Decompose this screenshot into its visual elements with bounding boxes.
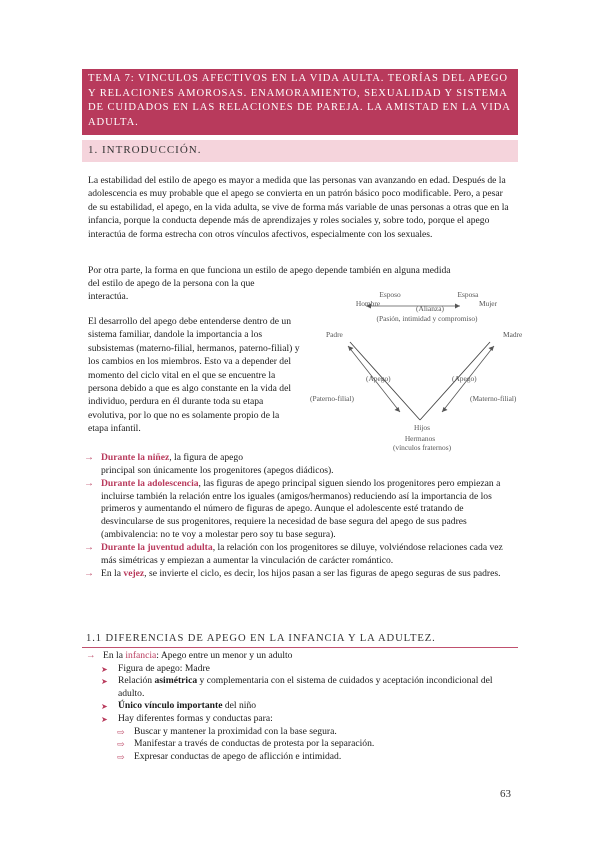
label-materno-filial: (Materno-filial)	[470, 394, 517, 403]
arrow-right-icon: →	[86, 650, 96, 661]
list-item: ⇨ Buscar y mantener la proximidad con la base segura.	[117, 725, 337, 737]
paragraph-2-line-3: interactúa.	[88, 291, 129, 302]
section-heading: 1. INTRODUCCIÓN.	[82, 140, 518, 162]
subsection-heading: 1.1 DIFERENCIAS DE APEGO EN LA INFANCIA Y LA ADULTEZ.	[82, 633, 518, 648]
label-esposo: Esposo	[379, 290, 401, 299]
label-hijos: Hijos	[413, 423, 431, 432]
label-apego-left: (Apego)	[366, 374, 391, 383]
diagram-lines	[302, 284, 527, 459]
list-item: → En la infancia: Apego entre un menor y un adulto	[86, 650, 293, 661]
highlight-vejez: vejez	[123, 568, 145, 580]
label-hermanos: Hermanos	[404, 434, 436, 443]
intro-paragraph: La estabilidad del estilo de apego es mayor a medida que las personas van avanzando en edad. Después de la adolescencia es muy probable que el apego se convierta en un patrón básico poco modificable. Pero, a pesar de su estabilidad, el apego, en la vida adulta, se vive de forma más variable de unas personas a otras que en la infancia, porque la conducta depende más de aprendizajes y roles sociales y, sobre todo, porque el apego interactúa de forma estrecha con otros vínculos afectivos, especialmente con los sexuales.	[88, 175, 509, 240]
highlight-adolescencia: Durante la adolescencia	[101, 478, 199, 490]
list-item: ➤ Único vínculo importante del niño	[82, 700, 512, 713]
arrow-right-icon: →	[84, 568, 94, 580]
label-vinculos-fraternos: (vínculos fraternos)	[392, 443, 452, 452]
list-item: → En la vejez, se invierte el ciclo, es decir, los hijos pasan a ser las figuras de apego seguras de sus padres.	[84, 568, 501, 580]
hollow-arrow-icon: ⇨	[117, 751, 125, 762]
list-item: → Durante la adolescencia, las figuras de apego principal siguen siendo los progenitores pero empiezan a incluirse también la relación entre los iguales (amigos/hermanos) reduciendo así la importancia de los primeros y aumentando el número de figuras de apego. Aunque el adolescente esté tratando de desvincularse de sus progenitores, requiere la necesidad de base segura del apego de sus padres (ambivalencia: no te voy a molestar pero soy tu base segura).	[84, 478, 501, 540]
arrow-right-icon: →	[84, 542, 94, 554]
hollow-arrow-icon: ⇨	[117, 726, 125, 737]
life-stage-list	[82, 452, 512, 582]
label-mujer: Mujer	[478, 299, 498, 308]
page-number: 63	[500, 788, 511, 800]
childhood-attachment-list	[82, 650, 512, 763]
label-esposa: Esposa	[457, 290, 479, 299]
label-pasion: (Pasión, intimidad y compromiso)	[376, 314, 478, 323]
label-madre: Madre	[503, 330, 523, 339]
label-alianza: (Alianza)	[416, 304, 444, 313]
triangle-bullet-icon: ➤	[101, 664, 108, 674]
list-item: ➤ Hay diferentes formas y conductas para:	[82, 713, 512, 726]
family-system-paragraph: El desarrollo del apego debe entenderse dentro de un sistema familiar, dandole la importancia a los subsistemas (materno-filial, hermanos, paterno-filial) y los cambios en los miembros. Esto va a depender del momento del ciclo vital en el que se encuentre la persona debido a que es algo constante en la vida del individuo, perdura en él durante toda su etapa evolutiva, por lo que no es solamente propio de la etapa infantil.	[88, 316, 300, 435]
list-item: ⇨ Expresar conductas de apego de aflicción e intimidad.	[117, 750, 342, 762]
triangle-bullet-icon: ➤	[101, 714, 108, 724]
highlight-juventud: Durante la juventud adulta	[101, 542, 213, 554]
triangle-bullet-icon: ➤	[101, 677, 108, 687]
label-paterno-filial: (Paterno-filial)	[310, 394, 354, 403]
family-attachment-diagram	[302, 284, 527, 459]
label-hombre: Hombre	[355, 299, 381, 308]
list-item: → Durante la niñez, la figura de apego principal son únicamente los progenitores (apegos diádicos).	[84, 452, 334, 476]
list-item: ⇨ Manifestar a través de conductas de protesta por la separación.	[117, 738, 375, 750]
hollow-arrow-icon: ⇨	[117, 739, 125, 750]
triangle-bullet-icon: ➤	[101, 702, 108, 712]
list-item: ➤ Figura de apego: Madre	[82, 663, 512, 676]
arrow-right-icon: →	[84, 478, 94, 490]
list-item: → Durante la juventud adulta, la relación con los progenitores se diluye, volviéndose relaciones cada vez más simétricas y empiezan a aumentar la vinculación de carácter romántico.	[84, 542, 503, 566]
arrow-right-icon: →	[84, 452, 94, 463]
paragraph-2-line-2: del estilo de apego de la persona con la que	[88, 278, 255, 289]
paragraph-2-line-1: Por otra parte, la forma en que funciona un estilo de apego depende también en alguna medida	[88, 265, 451, 276]
label-padre: Padre	[326, 330, 343, 339]
chapter-title: TEMA 7: VINCULOS AFECTIVOS EN LA VIDA AULTA. TEORÍAS DEL APEGO Y RELACIONES AMOROSAS. ENAMORAMIENTO, SEXUALIDAD Y SISTEMA DE CUIDADOS EN LAS RELACIONES DE PAREJA. LA AMISTAD EN LA VIDA ADULTA.	[82, 69, 518, 135]
highlight-ninez: Durante la niñez	[101, 452, 170, 463]
label-apego-right: (Apego)	[452, 374, 477, 383]
highlight-infancia: infancia	[125, 650, 157, 661]
list-item: ➤ Relación asimétrica y complementaria con el sistema de cuidados y aceptación incondicional del adulto.	[101, 675, 493, 699]
